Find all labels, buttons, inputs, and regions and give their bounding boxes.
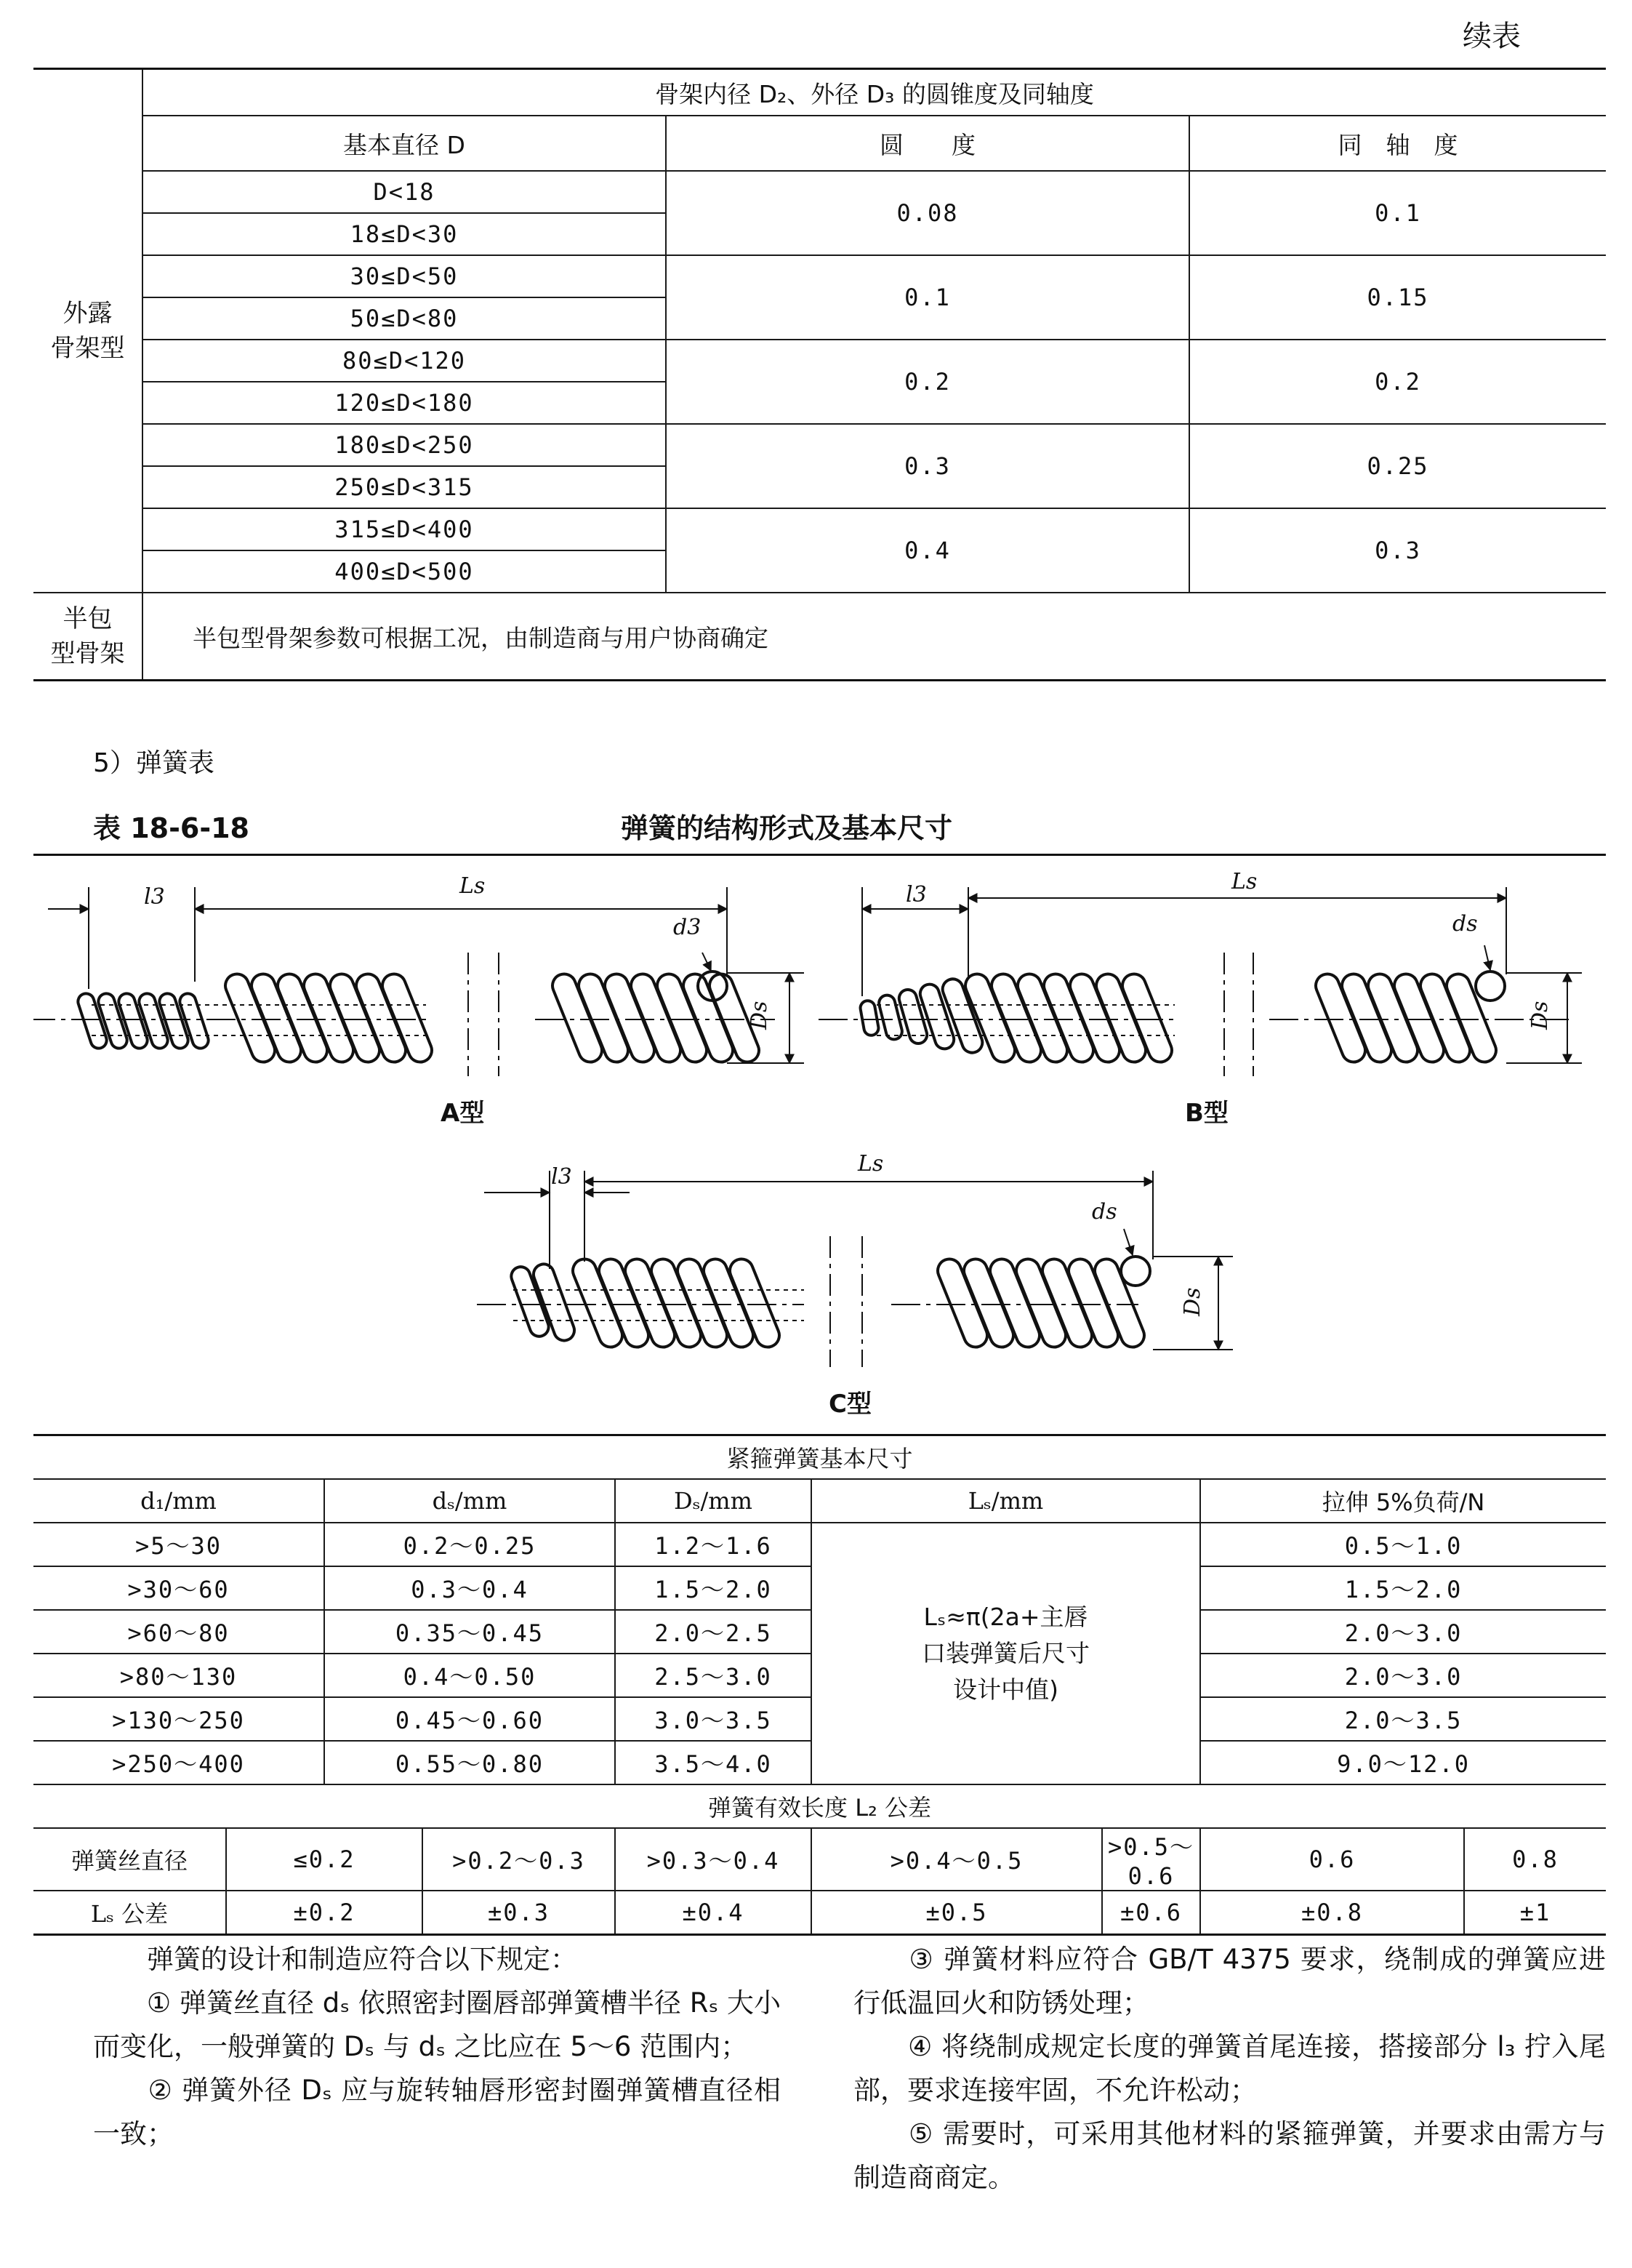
col-header-roundness: 圆 度	[666, 116, 1189, 171]
paragraph: ④ 将绕制成规定长度的弹簧首尾连接，搭接部分 l₃ 拧入尾部，要求连接牢固，不允许松动；	[853, 2031, 1606, 2106]
Ds-range: 3.5～4.0	[615, 1741, 811, 1784]
label-ls-a: Ls	[459, 873, 486, 899]
wire-diameter-value: ≤0.2	[226, 1828, 422, 1891]
diameter-range: 250≤D<315	[142, 466, 666, 508]
header-d1: d₁/mm	[33, 1479, 324, 1523]
tolerance-title: 弹簧有效长度 L₂ 公差	[33, 1784, 1606, 1828]
load-range: 9.0～12.0	[1200, 1741, 1606, 1784]
wire-diameter-value: 0.6	[1200, 1828, 1464, 1891]
spring-type-a	[33, 873, 804, 1128]
table-title: 弹簧的结构形式及基本尺寸	[621, 812, 953, 844]
paragraph: ② 弹簧外径 Dₛ 应与旋转轴唇形密封圈弹簧槽直径相一致；	[93, 2075, 781, 2149]
wire-diameter-value: >0.4～0.5	[811, 1828, 1102, 1891]
load-range: 2.0～3.0	[1200, 1610, 1606, 1654]
ls-tolerance-value: ±0.8	[1200, 1891, 1464, 1935]
wire-diameter-value: >0.5～0.6	[1102, 1828, 1200, 1891]
d1-range: >80～130	[33, 1654, 324, 1697]
wire-diameter-value: >0.2～0.3	[422, 1828, 615, 1891]
header-load: 拉伸 5%负荷/N	[1200, 1479, 1606, 1523]
coaxiality-value: 0.1	[1189, 171, 1606, 255]
type-b-label: B型	[1185, 1099, 1229, 1128]
spring-type-b	[819, 869, 1582, 1128]
diameter-range: 50≤D<80	[142, 297, 666, 340]
label-l3-a: l3	[144, 884, 165, 910]
ls-tolerance-value: ±0.4	[615, 1891, 811, 1935]
ls-tolerance-value: ±0.2	[226, 1891, 422, 1935]
requirements-left-column	[93, 1938, 781, 2156]
roundness-value: 0.3	[666, 424, 1189, 508]
d1-range: >130～250	[33, 1697, 324, 1741]
diameter-range: 180≤D<250	[142, 424, 666, 466]
spring-size-table	[33, 1434, 1606, 1936]
diameter-range: 400≤D<500	[142, 550, 666, 593]
label-ds-b: ds	[1452, 911, 1478, 937]
ls-tolerance-label: Lₛ 公差	[33, 1891, 226, 1935]
coaxiality-value: 0.15	[1189, 255, 1606, 340]
col-header-coaxiality: 同 轴 度	[1189, 116, 1606, 171]
spring-types-diagram	[33, 858, 1606, 1425]
diameter-range: 120≤D<180	[142, 382, 666, 424]
roundness-value: 0.4	[666, 508, 1189, 593]
continued-label: 续表	[1463, 20, 1521, 53]
Ds-range: 1.2～1.6	[615, 1523, 811, 1566]
label-Ds-c: Ds	[1180, 1287, 1205, 1316]
ds-range: 0.4～0.50	[324, 1654, 615, 1697]
Ds-range: 2.5～3.0	[615, 1654, 811, 1697]
table1-title: 骨架内径 D₂、外径 D₃ 的圆锥度及同轴度	[142, 69, 1606, 116]
ls-tolerance-value: ±1	[1464, 1891, 1606, 1935]
table2-title: 紧箍弹簧基本尺寸	[33, 1435, 1606, 1480]
ds-range: 0.55～0.80	[324, 1741, 615, 1784]
wire-diameter-value: >0.3～0.4	[615, 1828, 811, 1891]
diameter-range: 30≤D<50	[142, 255, 666, 297]
label-d3-a: d3	[673, 915, 702, 940]
d1-range: >250～400	[33, 1741, 324, 1784]
label-Ds-a: Ds	[747, 1001, 772, 1030]
paragraph: ① 弹簧丝直径 dₛ 依照密封圈唇部弹簧槽半径 Rₛ 大小而变化，一般弹簧的 Dₛ 与 dₛ 之比应在 5～6 范围内；	[93, 1987, 781, 2062]
d1-range: >30～60	[33, 1566, 324, 1610]
coaxiality-value: 0.25	[1189, 424, 1606, 508]
paragraph: 弹簧的设计和制造应符合以下规定：	[93, 1944, 577, 1975]
paragraph: ③ 弹簧材料应符合 GB/T 4375 要求，绕制成的弹簧应进行低温回火和防锈处理；	[853, 1944, 1606, 2019]
coaxiality-value: 0.2	[1189, 340, 1606, 424]
ds-range: 0.3～0.4	[324, 1566, 615, 1610]
load-range: 0.5～1.0	[1200, 1523, 1606, 1566]
wire-diameter-value: 0.8	[1464, 1828, 1606, 1891]
ds-range: 0.2～0.25	[324, 1523, 615, 1566]
half-skeleton-note: 半包型骨架参数可根据工况，由制造商与用户协商确定	[142, 593, 1606, 681]
diameter-range: 18≤D<30	[142, 213, 666, 255]
spring-type-c	[477, 1151, 1233, 1419]
group-half-skeleton: 半包 型骨架	[33, 593, 142, 681]
roundness-value: 0.2	[666, 340, 1189, 424]
roundness-value: 0.1	[666, 255, 1189, 340]
d1-range: >5～30	[33, 1523, 324, 1566]
label-ls-b: Ls	[1231, 869, 1258, 894]
skeleton-tolerance-table	[33, 68, 1606, 681]
table-top-rule	[33, 854, 1606, 856]
group-exposed-skeleton: 外露 骨架型	[33, 69, 142, 593]
wire-diameter-label: 弹簧丝直径	[33, 1828, 226, 1891]
load-range: 2.0～3.0	[1200, 1654, 1606, 1697]
ls-tolerance-value: ±0.3	[422, 1891, 615, 1935]
ls-tolerance-value: ±0.6	[1102, 1891, 1200, 1935]
label-ds-c: ds	[1092, 1199, 1117, 1225]
Ds-range: 1.5～2.0	[615, 1566, 811, 1610]
ls-tolerance-value: ±0.5	[811, 1891, 1102, 1935]
Ds-range: 3.0～3.5	[615, 1697, 811, 1741]
load-range: 1.5～2.0	[1200, 1566, 1606, 1610]
header-Ls: Lₛ/mm	[811, 1479, 1200, 1523]
ls-formula: Lₛ≈π(2a+主唇 口装弹簧后尺寸 设计中值)	[811, 1523, 1200, 1784]
col-header-basic-diameter: 基本直径 D	[142, 116, 666, 171]
label-Ds-b: Ds	[1527, 1001, 1553, 1030]
label-l3-c: l3	[551, 1164, 572, 1190]
label-l3-b: l3	[906, 882, 927, 907]
diameter-range: 315≤D<400	[142, 508, 666, 550]
section-heading: 5）弹簧表	[93, 748, 214, 778]
type-a-label: A型	[441, 1099, 485, 1128]
roundness-value: 0.08	[666, 171, 1189, 255]
paragraph: ⑤ 需要时，可采用其他材料的紧箍弹簧，并要求由需方与制造商商定。	[853, 2118, 1606, 2193]
ds-range: 0.35～0.45	[324, 1610, 615, 1654]
label-ls-c: Ls	[858, 1151, 884, 1177]
d1-range: >60～80	[33, 1610, 324, 1654]
table-number: 表 18-6-18	[93, 812, 249, 844]
diameter-range: 80≤D<120	[142, 340, 666, 382]
coaxiality-value: 0.3	[1189, 508, 1606, 593]
load-range: 2.0～3.5	[1200, 1697, 1606, 1741]
Ds-range: 2.0～2.5	[615, 1610, 811, 1654]
requirements-right-column	[853, 1938, 1606, 2200]
diameter-range: D<18	[142, 171, 666, 213]
header-ds: dₛ/mm	[324, 1479, 615, 1523]
ds-range: 0.45～0.60	[324, 1697, 615, 1741]
header-Ds: Dₛ/mm	[615, 1479, 811, 1523]
type-c-label: C型	[829, 1390, 872, 1419]
